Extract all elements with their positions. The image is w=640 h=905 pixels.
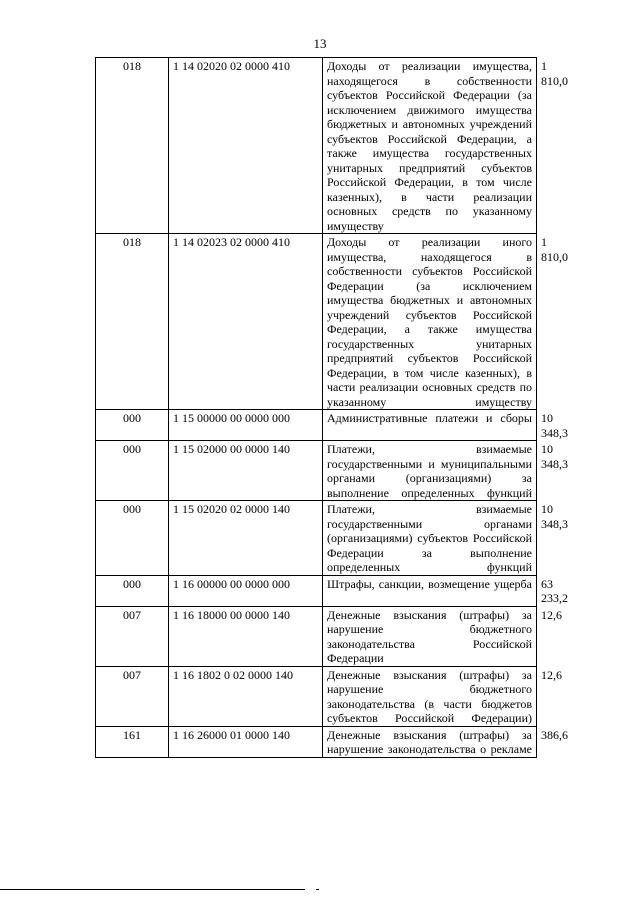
revenue-name-cell: Доходы от реализации иного имущества, находящегося в собственности субъектов Российской Федерации (за исключением имущества бюджетных и автономных учреждений субъектов Российской Федерации, а также имущества государственных унитарных предприятий субъектов Российской Федерации, в том числе казенных), в части реализации основных средств по указанному имуществу (323, 234, 537, 410)
budget-code-cell: 1 16 00000 00 0000 000 (169, 575, 323, 606)
table-row: 007 1 16 18000 00 0000 140 Денежные взыскания (штрафы) за нарушение бюджетного законодательства Российской Федерации 12,6 (96, 606, 537, 666)
table-row: 000 1 15 02020 02 0000 140 Платежи, взимаемые государственными органами (организациями) субъектов Российской Федерации за выполнение определенных функций 10 348,3 (96, 501, 537, 576)
footer-mark (316, 889, 319, 890)
page-number: 13 (313, 36, 327, 51)
budget-code-cell: 1 14 02023 02 0000 410 (169, 234, 323, 410)
budget-code-cell: 1 16 1802 0 02 0000 140 (169, 666, 323, 726)
revenue-name-cell: Денежные взыскания (штрафы) за нарушение бюджетного законодательства Российской Федерации (323, 606, 537, 666)
table-row: 018 1 14 02023 02 0000 410 Доходы от реализации иного имущества, находящегося в собственности субъектов Российской Федерации (за исключением имущества бюджетных и автономных учреждений субъектов Российской Федерации, а также имущества государственных унитарных предприятий субъектов Российской Федерации, в том числе казенных), в части реализации основных средств по указанному имуществу 1 810,0 (96, 234, 537, 410)
budget-code-cell: 1 16 26000 01 0000 140 (169, 726, 323, 757)
budget-code-cell: 1 16 18000 00 0000 140 (169, 606, 323, 666)
revenue-table (95, 57, 568, 758)
budget-code-cell: 1 15 02020 02 0000 140 (169, 501, 323, 576)
revenue-name-cell: Административные платежи и сборы (323, 410, 537, 441)
admin-code-cell: 000 (96, 410, 169, 441)
footer-rule (0, 889, 305, 890)
table-row: 161 1 16 26000 01 0000 140 Денежные взыскания (штрафы) за нарушение законодательства о рекламе 386,6 (96, 726, 537, 757)
budget-code-cell: 1 15 00000 00 0000 000 (169, 410, 323, 441)
admin-code-cell: 018 (96, 58, 169, 234)
admin-code-cell: 007 (96, 606, 169, 666)
admin-code-cell: 007 (96, 666, 169, 726)
table-row: 007 1 16 1802 0 02 0000 140 Денежные взыскания (штрафы) за нарушение бюджетного законодательства (в части бюджетов субъектов Российской Федерации) 12,6 (96, 666, 537, 726)
revenue-name-cell: Штрафы, санкции, возмещение ущерба (323, 575, 537, 606)
admin-code-cell: 000 (96, 501, 169, 576)
revenue-name-cell: Денежные взыскания (штрафы) за нарушение законодательства о рекламе (323, 726, 537, 757)
revenue-name-cell: Доходы от реализации имущества, находящегося в собственности субъектов Российской Федерации (за исключением движимого имущества бюджетных и автономных учреждений субъектов Российской Федерации, а также имущества государственных унитарных предприятий субъектов Российской Федерации, в том числе казенных), в части реализации основных средств по указанному имуществу (323, 58, 537, 234)
admin-code-cell: 161 (96, 726, 169, 757)
table-row: 000 1 15 02000 00 0000 140 Платежи, взимаемые государственными и муниципальными органами (организациями) за выполнение определенных функций 10 348,3 (96, 441, 537, 501)
revenue-name-cell: Платежи, взимаемые государственными органами (организациями) субъектов Российской Федерации за выполнение определенных функций (323, 501, 537, 576)
revenue-name-cell: Денежные взыскания (штрафы) за нарушение бюджетного законодательства (в части бюджетов субъектов Российской Федерации) (323, 666, 537, 726)
admin-code-cell: 018 (96, 234, 169, 410)
budget-code-cell: 1 14 02020 02 0000 410 (169, 58, 323, 234)
table-row: 000 1 15 00000 00 0000 000 Административные платежи и сборы 10 348,3 (96, 410, 537, 441)
admin-code-cell: 000 (96, 575, 169, 606)
table-row: 018 1 14 02020 02 0000 410 Доходы от реализации имущества, находящегося в собственности субъектов Российской Федерации (за исключением движимого имущества бюджетных и автономных учреждений субъектов Российской Федерации, а также имущества государственных унитарных предприятий субъектов Российской Федерации, в том числе казенных), в части реализации основных средств по указанному имуществу 1 810,0 (96, 58, 537, 234)
admin-code-cell: 000 (96, 441, 169, 501)
revenue-name-cell: Платежи, взимаемые государственными и муниципальными органами (организациями) за выполнение определенных функций (323, 441, 537, 501)
budget-code-cell: 1 15 02000 00 0000 140 (169, 441, 323, 501)
table-row: 000 1 16 00000 00 0000 000 Штрафы, санкции, возмещение ущерба 63 233,2 (96, 575, 537, 606)
